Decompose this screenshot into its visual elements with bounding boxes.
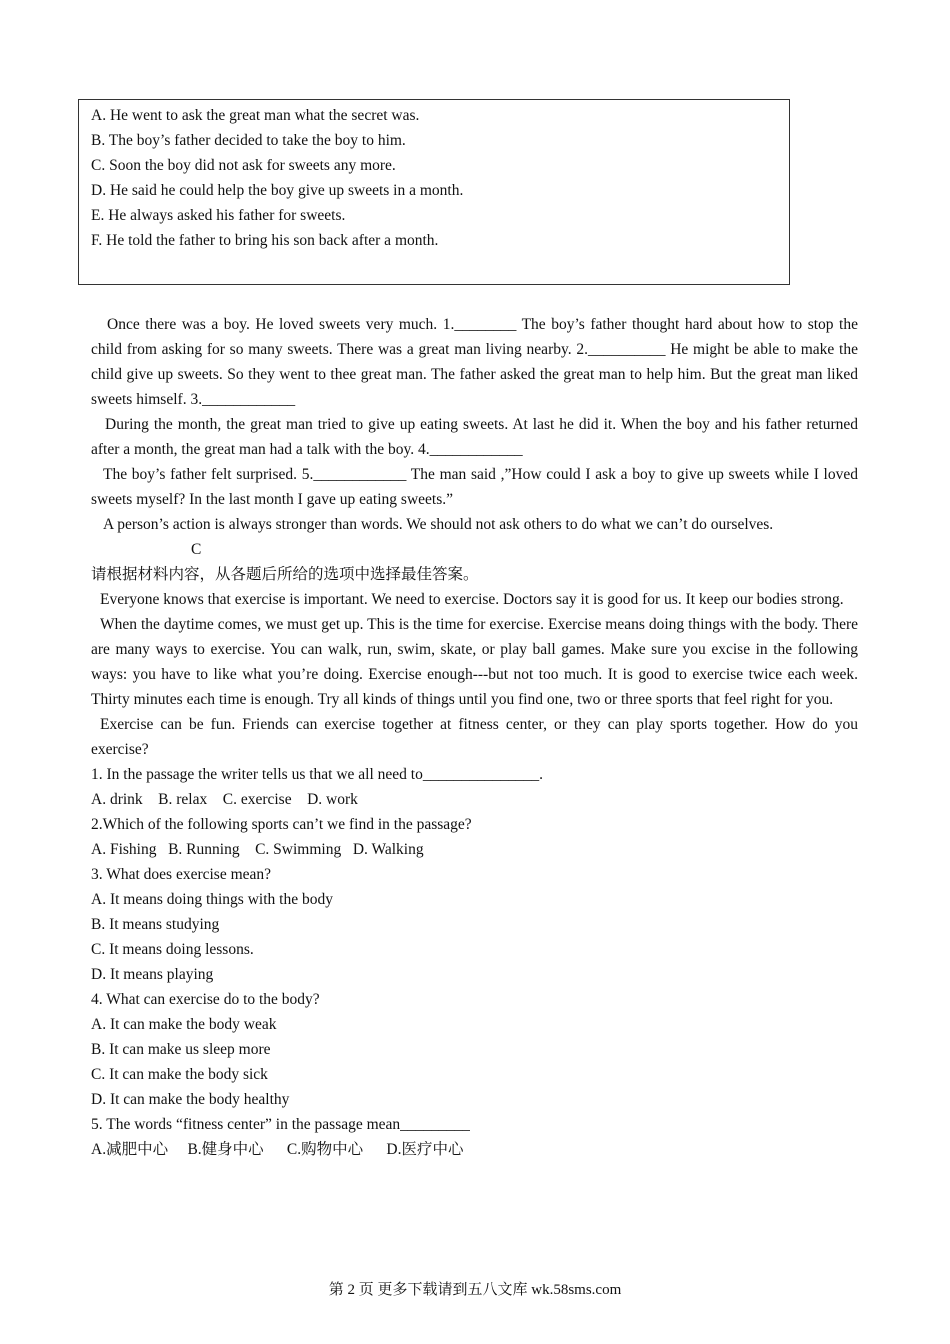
question-2-options: A. Fishing B. Running C. Swimming D. Walking [91,841,424,858]
question-3-option-b: B. It means studying [91,916,220,933]
passage-c-paragraph-3: Exercise can be fun. Friends can exercise together at fitness center, or they can play sports together. How do you exercise? [91,716,858,758]
question-4-option-a: A. It can make the body weak [91,1016,277,1033]
option-e: E. He always asked his father for sweets. [91,207,346,224]
question-4-option-b: B. It can make us sleep more [91,1041,271,1058]
passage-c-paragraph-2: When the daytime comes, we must get up. This is the time for exercise. Exercise means doing things with the body. There are many ways to exercise. You can walk, run, swim, skate, or play ball games. Make sure you excise in the following ways: you have to like what you’re doing. Exercise enough---but not too much. It is good to exercise twice each week. Thirty minutes each time is enough. Try all kinds of things until you find one, two or three sports that feel right for you. [91,616,858,708]
question-4-option-d: D. It can make the body healthy [91,1091,290,1108]
question-3: 3. What does exercise mean? [91,866,272,883]
question-3-option-a: A. It means doing things with the body [91,891,333,908]
section-c-instruction: 请根据材料内容，从各题后所给的选项中选择最佳答案。 [91,566,479,583]
option-c: C. Soon the boy did not ask for sweets any more. [91,157,396,174]
passage-b-paragraph-4: A person’s action is always stronger than words. We should not ask others to do what we can’t do ourselves. [103,516,774,533]
passage-b-paragraph-3: The boy’s father felt surprised. 5.____________ The man said ,”How could I ask a boy to give up sweets while I loved sweets myself? In the last month I gave up eating sweets.” [91,466,858,508]
option-d: D. He said he could help the boy give up sweets in a month. [91,182,464,199]
question-1: 1. In the passage the writer tells us that we all need to_______________. [91,766,543,783]
option-a: A. He went to ask the great man what the secret was. [91,107,420,124]
page-footer: 第 2 页 更多下载请到五八文库 wk.58sms.com [328,1282,622,1298]
passage-c-paragraph-1: Everyone knows that exercise is important. We need to exercise. Doctors say it is good for us. It keep our bodies strong. [100,591,844,608]
passage-b-paragraph-2: During the month, the great man tried to give up eating sweets. At last he did it. When the boy and his father returned after a month, the great man had a talk with the boy. 4.____________ [91,416,858,458]
passage-b-paragraph-1: Once there was a boy. He loved sweets very much. 1.________ The boy’s father thought hard about how to stop the child from asking for so many sweets. There was a great man living nearby. 2.__________ He might be able to make the child give up sweets. So they went to thee great man. The father asked the great man to help him. But the great man liked sweets himself. 3.____________ [91,316,858,408]
question-3-option-c: C. It means doing lessons. [91,941,254,958]
question-3-option-d: D. It means playing [91,966,214,983]
question-4-option-c: C. It can make the body sick [91,1066,268,1083]
option-b: B. The boy’s father decided to take the boy to him. [91,132,406,149]
options-box [78,99,790,285]
question-5-options: A.减肥中心 B.健身中心 C.购物中心 D.医疗中心 [91,1141,464,1158]
section-c-heading: C [191,541,202,558]
main-content [91,312,858,1162]
option-f: F. He told the father to bring his son back after a month. [91,232,439,249]
question-5: 5. The words “fitness center” in the passage mean_________ [91,1116,470,1133]
question-2: 2.Which of the following sports can’t we find in the passage? [91,816,472,833]
question-1-options: A. drink B. relax C. exercise D. work [91,791,358,808]
question-4: 4. What can exercise do to the body? [91,991,320,1008]
